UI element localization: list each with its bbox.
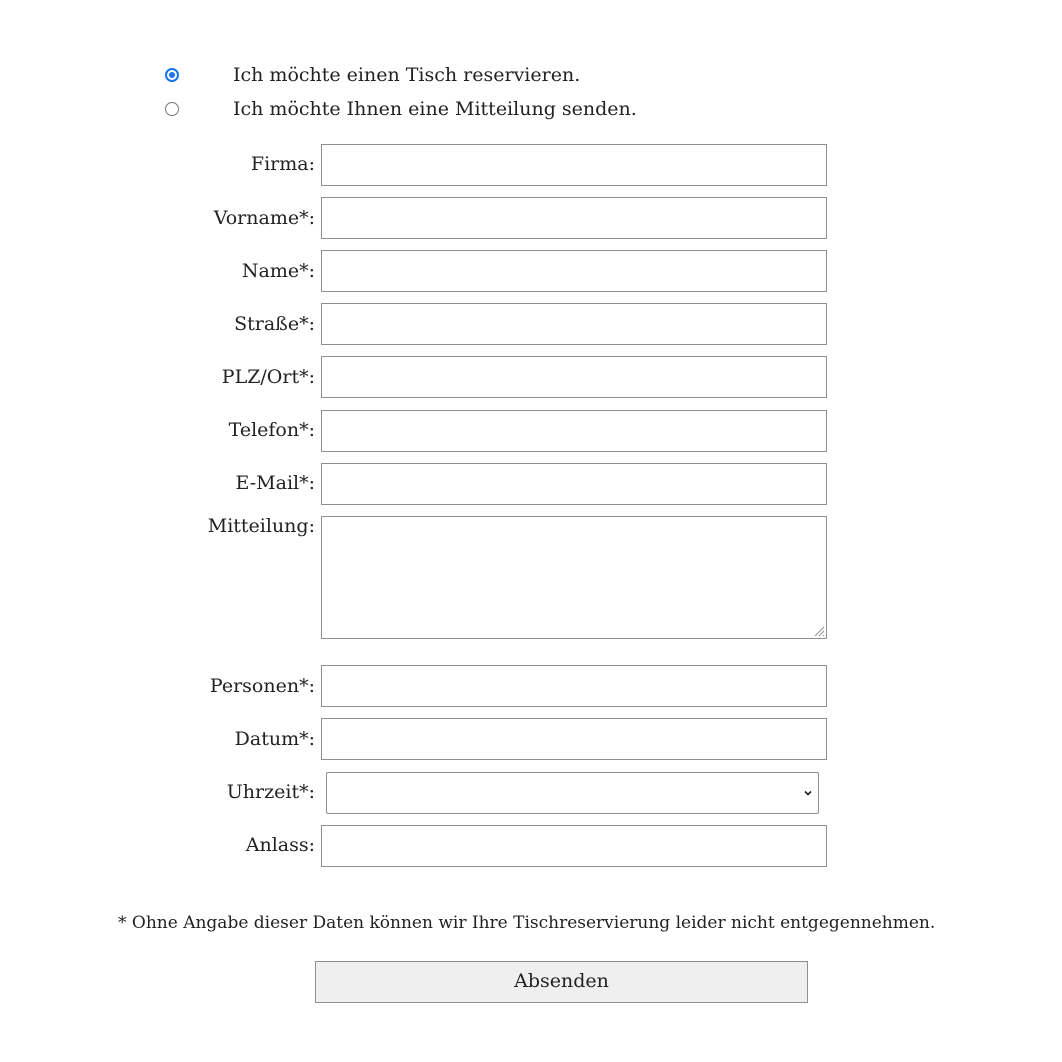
name-label: Name*: bbox=[241, 260, 315, 282]
firma-label: Firma: bbox=[250, 153, 315, 175]
plz-ort-label: PLZ/Ort*: bbox=[221, 366, 315, 388]
strasse-label: Straße*: bbox=[234, 313, 315, 335]
firma-input[interactable] bbox=[321, 144, 827, 186]
datum-input[interactable] bbox=[321, 718, 827, 760]
name-input[interactable] bbox=[321, 250, 827, 292]
mitteilung-label: Mitteilung: bbox=[207, 515, 315, 537]
chevron-down-icon bbox=[802, 787, 814, 799]
submit-button[interactable]: Absenden bbox=[315, 961, 808, 1003]
personen-input[interactable] bbox=[321, 665, 827, 707]
required-fields-note: * Ohne Angabe dieser Daten können wir Ihre Tischreservierung leider nicht entgegennehmen. bbox=[118, 913, 936, 933]
plz-ort-input[interactable] bbox=[321, 356, 827, 398]
uhrzeit-select[interactable] bbox=[326, 772, 819, 814]
telefon-input[interactable] bbox=[321, 410, 827, 452]
mitteilung-textarea[interactable] bbox=[321, 516, 827, 639]
vorname-label: Vorname*: bbox=[213, 207, 315, 229]
radio-option-reservation[interactable] bbox=[165, 63, 581, 87]
radio-button-reservation[interactable] bbox=[165, 68, 179, 82]
email-input[interactable] bbox=[321, 463, 827, 505]
uhrzeit-label: Uhrzeit*: bbox=[226, 781, 315, 803]
email-label: E-Mail*: bbox=[235, 472, 315, 494]
resize-grip-icon[interactable] bbox=[813, 625, 825, 637]
datum-label: Datum*: bbox=[234, 728, 315, 750]
vorname-input[interactable] bbox=[321, 197, 827, 239]
radio-option-message[interactable] bbox=[165, 97, 637, 121]
radio-label-message[interactable]: Ich möchte Ihnen eine Mitteilung senden. bbox=[233, 98, 637, 120]
radio-label-reservation[interactable]: Ich möchte einen Tisch reservieren. bbox=[233, 64, 581, 86]
radio-button-message[interactable] bbox=[165, 102, 179, 116]
telefon-label: Telefon*: bbox=[228, 419, 315, 441]
personen-label: Personen*: bbox=[209, 675, 315, 697]
strasse-input[interactable] bbox=[321, 303, 827, 345]
anlass-label: Anlass: bbox=[245, 834, 315, 856]
anlass-input[interactable] bbox=[321, 825, 827, 867]
